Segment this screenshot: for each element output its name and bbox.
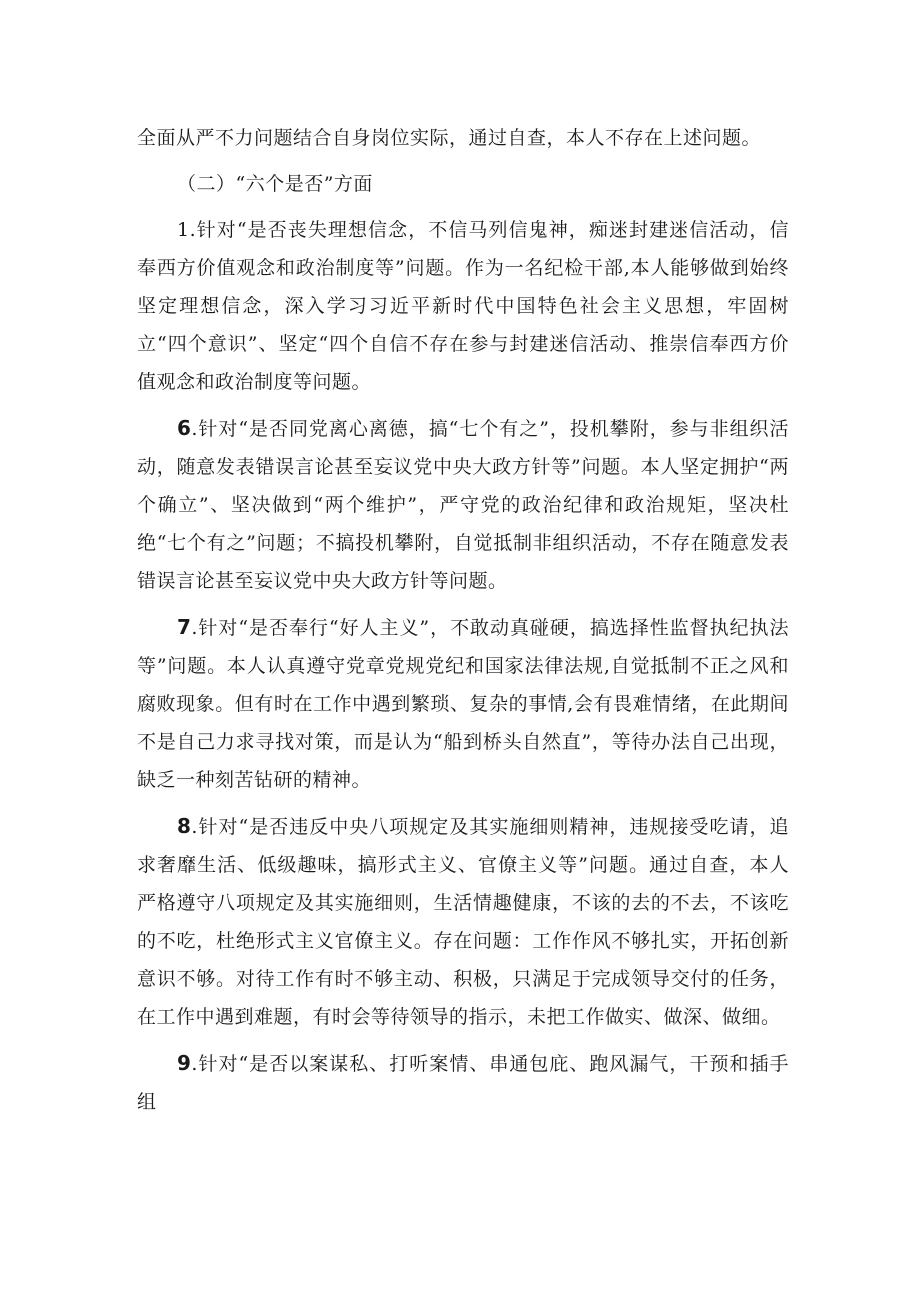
paragraph-text: 1.针对“是否丧失理想信念，不信马列信鬼神，痴迷封建迷信活动，信奉西方价值观念和政治制度等”问题。作为一名纪检干部,本人能够做到始终坚定理想信念，深入学习习近平新时代中国特色社会主义思想，牢固树立“四个意识”、坚定“四个自信不存在参与封建迷信活动、推崇信奉西方价值观念和政治制度等问题。	[137, 219, 789, 393]
paragraph-item-9	[137, 1044, 789, 1121]
section-heading	[137, 165, 789, 203]
document-body	[137, 119, 789, 1121]
item-number: 7	[177, 615, 192, 639]
paragraph-text: .针对“是否奉行“好人主义”，不敢动真碰硬，搞选择性监督执纪执法等”问题。本人认真遵守党章党规党纪和国家法律法规,自觉抵制不正之风和腐败现象。但有时在工作中遇到繁琐、复杂的事情,会有畏难情绪，在此期间不是自己力求寻找对策，而是认为“船到桥头自然直”，等待办法自己出现，缺乏一种刻苦钻研的精神。	[137, 617, 789, 791]
paragraph-item-7	[137, 608, 789, 799]
paragraph-intro	[137, 119, 789, 157]
paragraph-text: 全面从严不力问题结合自身岗位实际，通过自查，本人不存在上述问题。	[137, 127, 762, 149]
paragraph-text: .针对“是否同党离心离德，搞“七个有之”，投机攀附，参与非组织活动，随意发表错误言论甚至妄议党中央大政方针等”问题。本人坚定拥护“两个确立”、坚决做到“两个维护”，严守党的政治纪律和政治规矩，坚决杜绝“七个有之”问题；不搞投机攀附，自觉抵制非组织活动，不存在随意发表错误言论甚至妄议党中央大政方针等问题。	[137, 418, 789, 592]
paragraph-item-8	[137, 807, 789, 1036]
paragraph-text: .针对“是否违反中央八项规定及其实施细则精神，违规接受吃请，追求奢靡生活、低级趣味，搞形式主义、官僚主义等”问题。通过自查，本人严格遵守八项规定及其实施细则，生活情趣健康，不该的去的不去，不该吃的不吃，杜绝形式主义官僚主义。存在问题：工作作风不够扎实，开拓创新意识不够。对待工作有时不够主动、积极，只满足于完成领导交付的任务，在工作中遇到难题，有时会等待领导的指示，未把工作做实、做深、做细。	[137, 816, 789, 1028]
paragraph-item-6	[137, 409, 789, 600]
paragraph-text: .针对“是否以案谋私、打听案情、串通包庇、跑风漏气，干预和插手组	[137, 1053, 789, 1113]
section-heading-text: （二）“六个是否”方面	[177, 173, 373, 195]
item-number: 8	[177, 814, 192, 838]
paragraph-item-1	[137, 211, 789, 401]
item-number: 9	[177, 1051, 192, 1075]
item-number: 6	[177, 416, 192, 440]
